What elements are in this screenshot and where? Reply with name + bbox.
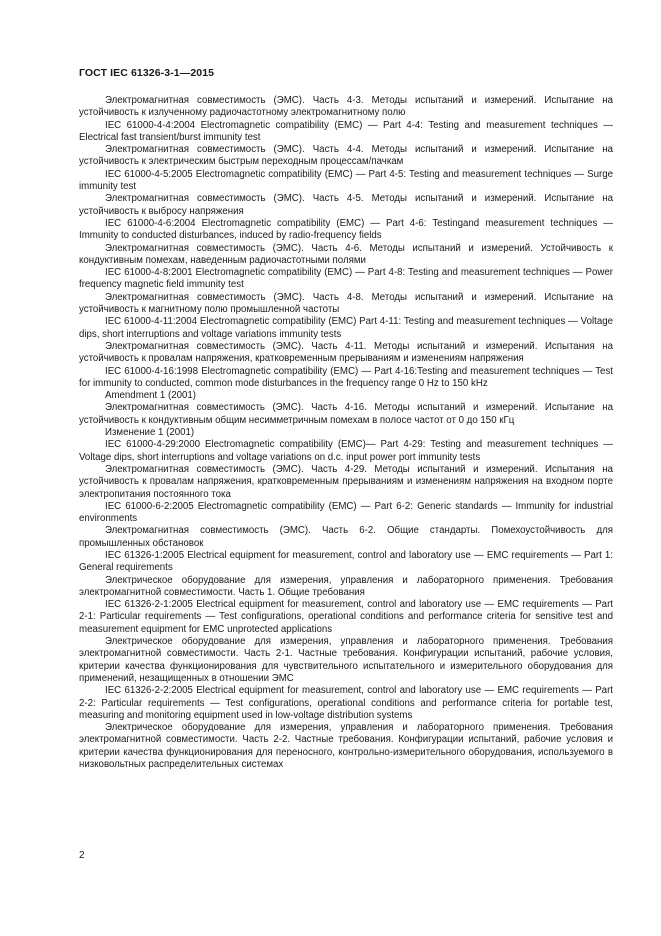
page-header-title: ГОСТ IEC 61326-3-1—2015 — [79, 67, 215, 79]
paragraph: Электромагнитная совместимость (ЭМС). Часть 4-8. Методы испытаний и измерений. Испытание на устойчивость к магнитному полю промышленной частоты — [79, 291, 613, 316]
page-number: 2 — [79, 850, 85, 861]
paragraph: Электромагнитная совместимость (ЭМС). Часть 4-16. Методы испытаний и измерений. Испытание на устойчивость к кондуктивным общим несимметричным помехам в полосе частот от 0 до 150 кГц — [79, 402, 613, 426]
paragraph: IEC 61000-4-5:2005 Electromagnetic compatibility (EMC) — Part 4-5: Testing and measurement techniques — Surge immunity test — [79, 168, 613, 193]
paragraph: Amendment 1 (2001) — [105, 390, 197, 402]
paragraph: IEC 61000-4-11:2004 Electromagnetic compatibility (EMC) Part 4-11: Testing and measurement techniques — Voltage dips, short interruptions and voltage variations immunity tests — [79, 316, 613, 340]
paragraph: Электромагнитная совместимость (ЭМС). Часть 6-2. Общие стандарты. Помехоустойчивость для промышленных обстановок — [79, 525, 613, 549]
paragraph: Электромагнитная совместимость (ЭМС). Часть 4-3. Методы испытаний и измерений. Испытание на устойчивость к излученному радиочастотному электромагнитному полю — [79, 95, 613, 119]
paragraph: Электрическое оборудование для измерения, управления и лабораторного применения. Требования электромагнитной совместимости. Часть 2-2. Частные требования. Конфигурации испытаний, рабочие условия и критерии качества функционирования для переносного, контрольно-измерительного оборудования, используемого в низковольтных распределительных системах — [79, 722, 613, 771]
paragraph: IEC 61000-4-4:2004 Electromagnetic compatibility (EMC) — Part 4-4: Testing and measurement techniques — Electrical fast transient/burst immunity test — [79, 119, 613, 143]
paragraph: Электромагнитная совместимость (ЭМС). Часть 4-11. Методы испытаний и измерений. Испытания на устойчивость к провалам напряжения, кратковременным прерываниям и изменениям напряжения — [79, 340, 613, 365]
paragraph: Электрическое оборудование для измерения, управления и лабораторного применения. Требования электромагнитной совместимости. Часть 1. Общие требования — [79, 574, 613, 598]
paragraph: IEC 61000-6-2:2005 Electromagnetic compatibility (EMC) — Part 6-2: Generic standards — Immunity for industrial environments — [79, 500, 613, 525]
paragraph: IEC 61326-2-2:2005 Electrical equipment for measurement, control and laboratory use — EMC requirements — Part 2-2: Particular requirements — Test configurations, operational conditions and performance criteria for portable test, measuring and monitoring equipment used in low-voltage distribution systems — [79, 685, 613, 721]
paragraph: Электромагнитная совместимость (ЭМС). Часть 4-29. Методы испытаний и измерений. Испытания на устойчивость к провалам напряжения, кратковременным прерываниям и изменениям напряжения на входном порте электропитания постоянного тока — [79, 463, 613, 500]
paragraph: IEC 61326-1:2005 Electrical equipment for measurement, control and laboratory use — EMC requirements — Part 1: General requirements — [79, 549, 613, 574]
paragraph: Электромагнитная совместимость (ЭМС). Часть 4-5. Методы испытаний и измерений. Испытание на устойчивость к выбросу напряжения — [79, 193, 613, 217]
paragraph: Электромагнитная совместимость (ЭМС). Часть 4-4. Методы испытаний и измерений. Испытание на устойчивость к электрическим быстрым переходным процессам/пачкам — [79, 144, 613, 168]
paragraph: IEC 61000-4-8:2001 Electromagnetic compatibility (EMC) — Part 4-8: Testing and measurement techniques — Power frequency magnetic field immunity test — [79, 267, 613, 291]
paragraph: Электрическое оборудование для измерения, управления и лабораторного применения. Требования электромагнитной совместимости. Часть 2-1. Частные требования. Конфигурации испытаний, рабочие условия, критерии качества функционирования для чувствительного испытательного и измерительного оборудования для применений, незащищенных в отношении ЭМС — [79, 636, 613, 684]
paragraph: Изменение 1 (2001) — [105, 427, 195, 439]
paragraph: IEC 61000-4-16:1998 Electromagnetic compatibility (EMC) — Part 4-16:Testing and measurement techniques — Test for immunity to conducted, common mode disturbances in the frequency range 0 Hz to 150 kHz — [79, 365, 613, 389]
paragraph: IEC 61326-2-1:2005 Electrical equipment for measurement, control and laboratory use — EMC requirements — Part 2-1: Particular requirements — Test configurations, operational conditions and performance criteria for sensitive test and measurement equipment for EMC unprotected applications — [79, 599, 613, 635]
paragraph: IEC 61000-4-29:2000 Electromagnetic compatibility (EMC)— Part 4-29: Testing and measurement techniques — Voltage dips, short interruptions and voltage variations on d.c. input power port immunity tests — [79, 439, 613, 463]
document-body — [79, 95, 613, 771]
paragraph: IEC 61000-4-6:2004 Electromagnetic compatibility (EMC) — Part 4-6: Testingand measurement techniques — Immunity to conducted disturbances, induced by radio-frequency fields — [79, 217, 613, 242]
paragraph: Электромагнитная совместимость (ЭМС). Часть 4-6. Методы испытаний и измерений. Устойчивость к кондуктивным помехам, наведенным радиочастотными полями — [79, 242, 613, 266]
